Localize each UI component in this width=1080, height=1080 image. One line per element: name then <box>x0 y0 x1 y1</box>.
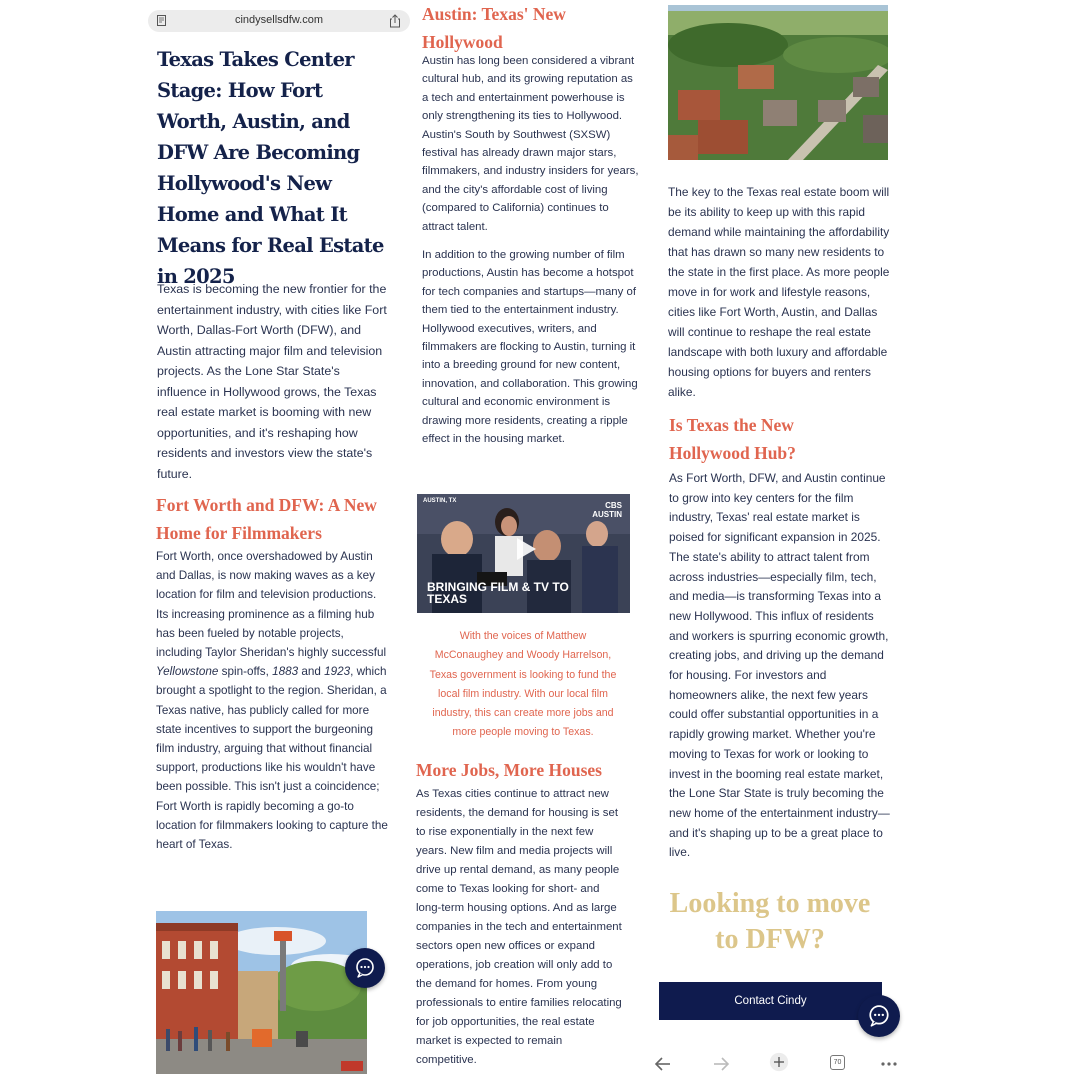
video-overlay-text: BRINGING FILM & TV TO TEXAS <box>427 580 569 606</box>
video-caption: With the voices of Matthew McConaughey and Woody Harrelson, Texas government is looking to fund the local film industry. With our local film industry, this can create more jobs and more people moving to Texas. <box>429 630 617 739</box>
jobs-paragraph: As Texas cities continue to attract new residents, the demand for housing is set to rise exponentially in the next few years. New film and media projects will drive up rental demand, as many people come to Texas looking for short- and long-term housing options. And as large companies in the tech and entertainment sectors open new offices or expand operations, job creation will only add to the demand for homes. From young professionals to entire families relocating for job opportunities, the real estate market is expected to remain competitive. <box>416 788 622 1066</box>
contact-cindy-button[interactable]: Contact Cindy <box>659 982 882 1020</box>
fw-1923: 1923 <box>324 665 351 679</box>
share-icon[interactable] <box>389 14 401 28</box>
fort-worth-street-photo <box>156 911 367 1074</box>
network-logo <box>592 501 622 519</box>
heading-fort-worth: Fort Worth and DFW: A New Home for Filmmakers <box>156 495 377 543</box>
heading-more-jobs: More Jobs, More Houses <box>416 760 602 780</box>
arrow-left-icon[interactable] <box>654 1054 672 1074</box>
chat-bubble-icon <box>867 1004 891 1028</box>
play-icon[interactable] <box>515 537 537 561</box>
fort-worth-paragraph <box>156 547 388 854</box>
address-bar[interactable] <box>148 10 410 32</box>
arrow-right-icon[interactable] <box>712 1054 730 1074</box>
fw-text-4: , which brought a spotlight to the region. Sheridan, a Texas native, has publicly called for more state incentives to support the burgeoning film industry, arguing that without financial support, productions like his wouldn't have been possible. This isn't just a coincidence; Fort Worth is rapidly becoming a go-to location for filmmakers looking to capture the heart of Texas. <box>156 665 388 852</box>
intro-paragraph: Texas is becoming the new frontier for the entertainment industry, with cities like Fort Worth, Dallas-Fort Worth (DFW), and Austin attracting major film and television projects. As the Lone Star State's influence in Hollywood grows, the Texas real estate market is booming with new opportunities, and it's reshaping how residents and investors view the state's future. <box>157 282 387 481</box>
news-video-thumbnail[interactable] <box>417 494 630 613</box>
screenshot-column-2 <box>410 0 654 1080</box>
heading-austin: Austin: Texas' New Hollywood <box>422 4 566 52</box>
network-city: AUSTIN <box>592 510 622 519</box>
screenshot-column-3 <box>654 0 916 1080</box>
cta-heading: Looking to move to DFW? <box>669 888 871 955</box>
fw-yellowstone: Yellowstone <box>156 665 219 679</box>
network-name: CBS <box>605 501 622 510</box>
austin-paragraph-2: In addition to the growing number of film productions, Austin has become a hotspot for tech companies and startups—many of them tied to the entertainment industry. Hollywood executives, writers, and filmmakers are flocking to Austin, turning it into a breeding ground for new content, innovation, and collaboration. This growing cultural and economic environment is drawing more residents, creating a ripple effect in the housing market. <box>422 249 638 446</box>
fw-1883: 1883 <box>272 665 299 679</box>
fw-text-1: Fort Worth, once overshadowed by Austin and Dallas, is now making waves as a key location for film and television productions. Its increasing prominence as a filming hub has been fueled by notable projects, including Taylor Sheridan's highly successful <box>156 550 387 660</box>
plus-icon[interactable] <box>767 1052 791 1072</box>
chat-button[interactable] <box>345 948 385 988</box>
boom-paragraph: The key to the Texas real estate boom will be its ability to keep up with this rapid demand while maintaining the affordability that has drawn so many new residents to the state in the first place. As more people move in for work and lifestyle reasons, cities like Fort Worth, Austin, and Dallas will continue to reshape the real estate landscape with both luxury and affordable housing options for buyers and renters alike. <box>668 185 890 399</box>
austin-paragraph-1: Austin has long been considered a vibrant cultural hub, and its growing reputation as a tech and entertainment powerhouse is only strengthening its ties to Hollywood. Austin's South by Southwest (SXSW) festival has already drawn major stars, filmmakers, and industry insiders for years, and the city's affordable cost of living (compared to California) continues to attract talent. <box>422 55 639 233</box>
aerial-neighborhood-photo <box>668 5 888 160</box>
chat-bubble-icon <box>354 957 376 979</box>
tabs-icon[interactable]: 70 <box>830 1055 845 1070</box>
fw-text-2: spin-offs, <box>218 665 273 679</box>
fw-text-3: and <box>298 665 325 679</box>
url-text: cindysellsdfw.com <box>234 14 324 26</box>
screenshot-column-1 <box>148 0 410 1080</box>
article-title: Texas Takes Center Stage: How Fort Worth, Austin, and DFW Are Becoming Hollywood's New Home and What It Means for Real Estate in 2025 <box>157 48 384 288</box>
hub-paragraph: As Fort Worth, DFW, and Austin continue to grow into key centers for the film industry, Texas' real estate market is poised for significant expansion in 2025. The state's ability to attract talent from across industries—especially film, tech, and media—is transforming Texas into a new Hollywood. This influx of residents and workers is spurring economic growth, creating jobs, and driving up the demand for housing. For investors and homeowners alike, the next few years could offer substantial opportunities in a rapidly growing market. Whether you're moving to Texas for work or looking to invest in the booming real estate market, the Lone Star State is truly becoming the new home of the entertainment industry—and it's shaping up to be a great place to live. <box>669 471 890 860</box>
video-location-tag: AUSTIN, TX <box>423 498 457 504</box>
heading-hollywood-hub: Is Texas the New Hollywood Hub? <box>669 415 796 463</box>
chat-button-2[interactable] <box>858 995 900 1037</box>
ellipsis-icon[interactable] <box>880 1054 898 1074</box>
browser-toolbar <box>654 1048 916 1080</box>
